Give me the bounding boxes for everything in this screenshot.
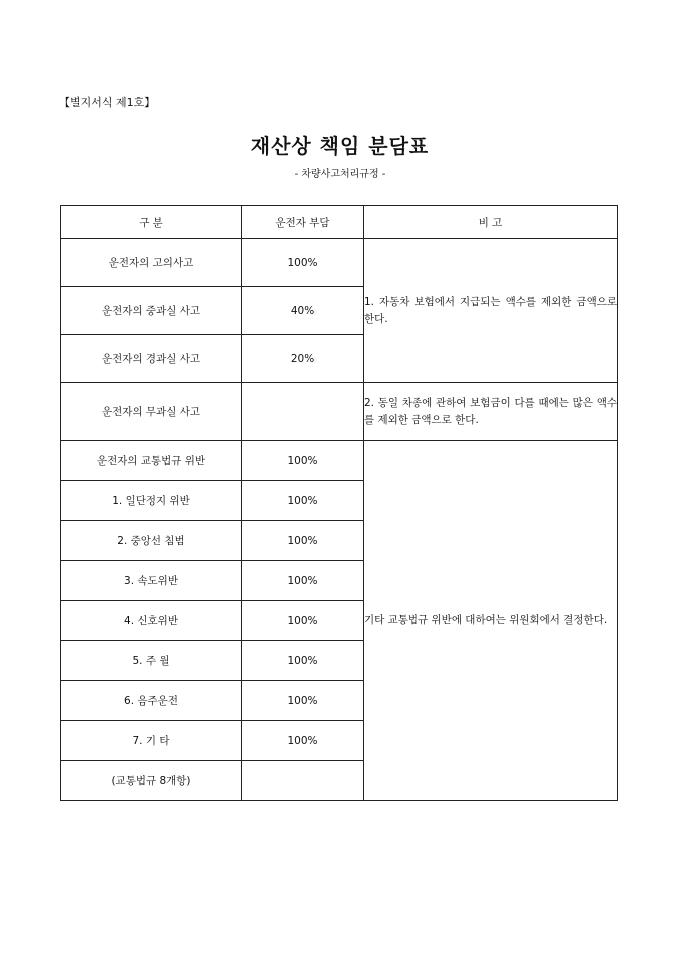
document-subtitle: - 차량사고처리규정 - — [294, 169, 386, 180]
row-category: 4. 신호위반 — [61, 601, 242, 641]
row-category: 운전자의 무과실 사고 — [61, 383, 242, 441]
form-number-label: 【별지서식 제1호】 — [59, 96, 156, 109]
row-category: 5. 주 월 — [61, 641, 242, 681]
row-category: (교통법규 8개항) — [61, 761, 242, 801]
row-burden: 40% — [242, 287, 364, 335]
row-burden: 20% — [242, 335, 364, 383]
table-row — [61, 383, 618, 441]
remark-note-2: 2. 동일 차종에 관하여 보험금이 다를 때에는 많은 액수를 제외한 금액으로 한다. — [364, 383, 618, 441]
table-row — [61, 239, 618, 287]
remark-note-3: 기타 교통법규 위반에 대하여는 위원회에서 결정한다. — [364, 441, 618, 801]
row-burden: 100% — [242, 561, 364, 601]
header-category: 구 분 — [61, 206, 242, 239]
row-burden: 100% — [242, 721, 364, 761]
table-header-row — [61, 206, 618, 239]
row-burden — [242, 383, 364, 441]
row-category: 6. 음주운전 — [61, 681, 242, 721]
row-category: 운전자의 고의사고 — [61, 239, 242, 287]
row-burden: 100% — [242, 239, 364, 287]
row-category: 7. 기 타 — [61, 721, 242, 761]
row-burden: 100% — [242, 521, 364, 561]
row-burden: 100% — [242, 481, 364, 521]
row-category: 운전자의 경과실 사고 — [61, 335, 242, 383]
document-title: 재산상 책임 분담표 — [250, 134, 430, 158]
row-category: 3. 속도위반 — [61, 561, 242, 601]
row-category: 2. 중앙선 침범 — [61, 521, 242, 561]
row-burden: 100% — [242, 601, 364, 641]
row-burden — [242, 761, 364, 801]
header-remarks: 비 고 — [364, 206, 618, 239]
row-category: 1. 일단정지 위반 — [61, 481, 242, 521]
row-burden: 100% — [242, 641, 364, 681]
row-burden: 100% — [242, 441, 364, 481]
row-burden: 100% — [242, 681, 364, 721]
table-row — [61, 441, 618, 481]
row-category: 운전자의 교통법규 위반 — [61, 441, 242, 481]
row-category: 운전자의 중과실 사고 — [61, 287, 242, 335]
header-driver-burden: 운전자 부담 — [242, 206, 364, 239]
remark-note-1: 1. 자동차 보험에서 지급되는 액수를 제외한 금액으로 한다. — [364, 239, 618, 383]
liability-table — [60, 205, 618, 801]
